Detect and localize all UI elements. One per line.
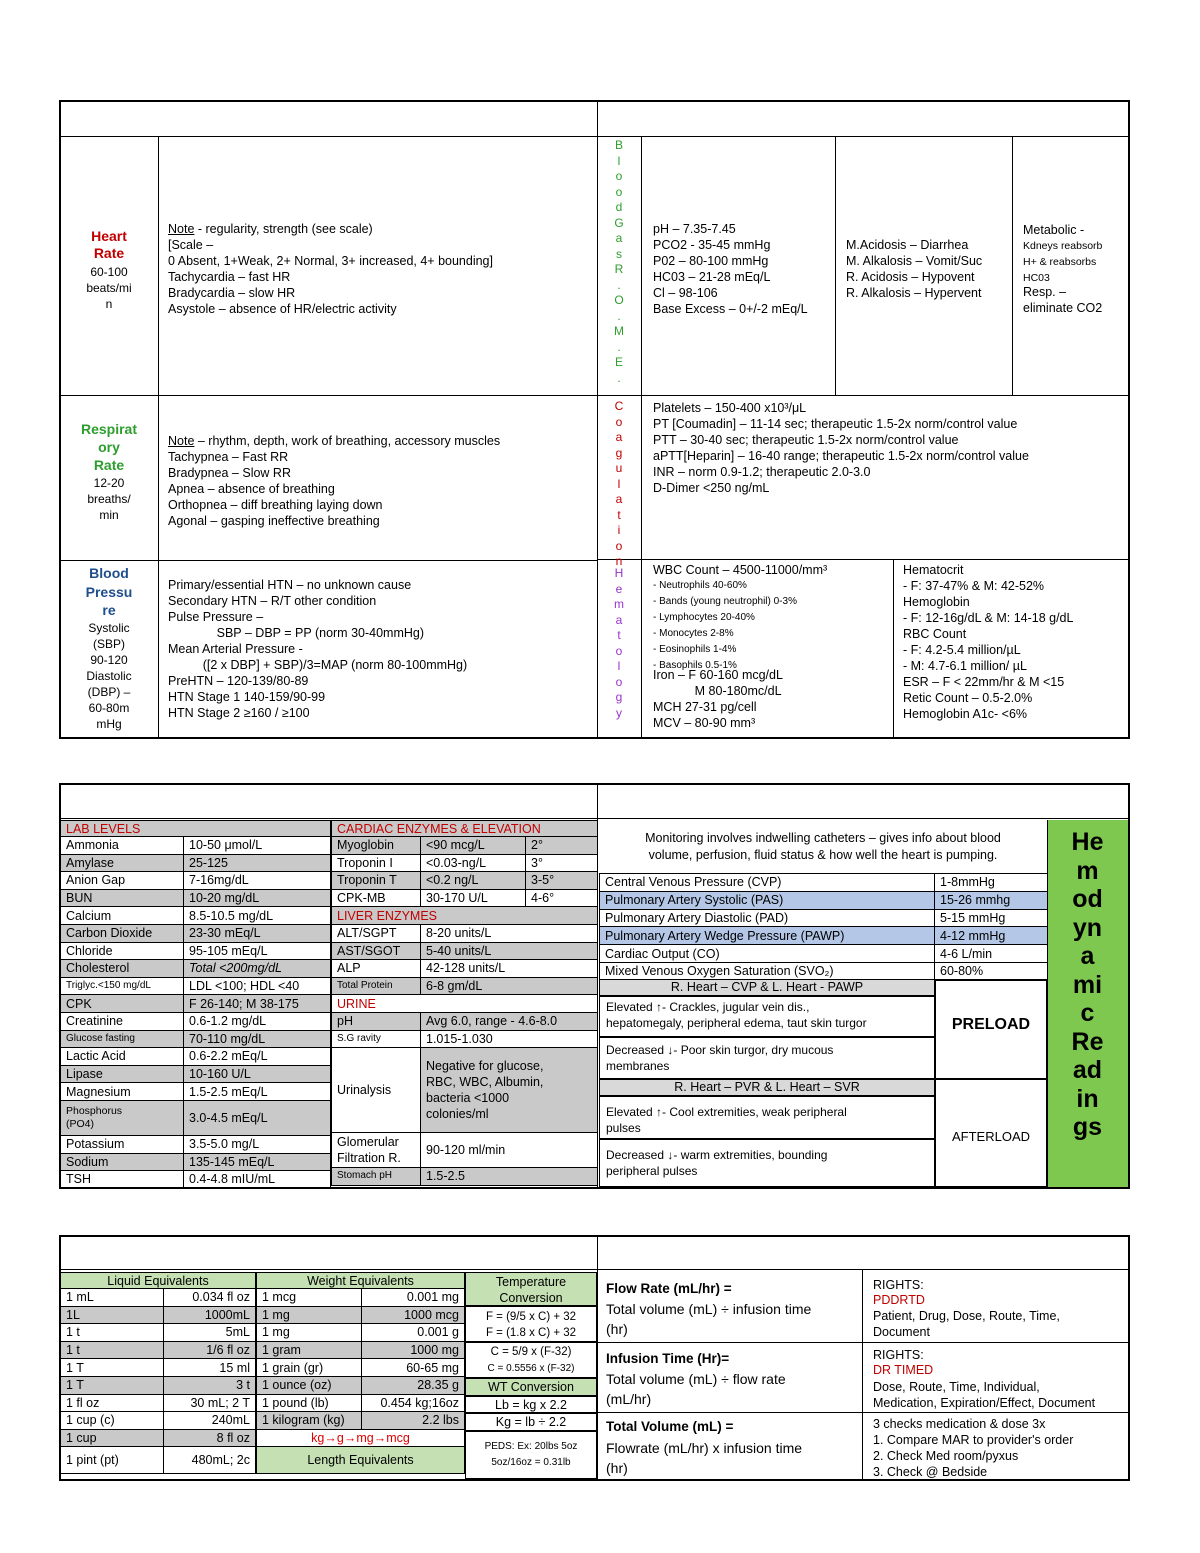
table-row [257,1412,465,1430]
table-row [332,960,598,978]
cardiac-enzyme-value: 30-170 U/L [421,889,526,907]
temperature-header: Temperature Conversion [495,1275,567,1305]
liquid-equivalent: 15 ml [164,1359,256,1377]
hemodynamic-value: 4-12 mmHg [935,927,1048,945]
rights-2-label: RIGHTS: [873,1348,924,1362]
lab-name: Chloride [61,942,184,960]
afterload-decreased: Decreased ↓- warm extremities, bounding peripheral pulses [606,1148,828,1178]
table-row [332,977,598,995]
weight-equivalents-table [256,1272,465,1474]
lab-value: 135-145 mEq/L [184,1153,331,1171]
liver-enzyme-name: ALT/SGPT [332,924,421,942]
preload-header: R. Heart – CVP & L. Heart - PAWP [599,979,935,996]
table-row [257,1447,465,1474]
infusion-time-title: Infusion Time (Hr)= [606,1351,730,1366]
liquid-header: Liquid Equivalents [61,1273,256,1289]
table-row [257,1376,465,1394]
table-row [332,1168,598,1186]
lab-name: Carbon Dioxide [61,924,184,942]
table-row [257,1359,465,1377]
table-row [600,891,1048,909]
table-row [61,889,331,907]
lab-value: 1.5-2.5 mEq/L [184,1083,331,1101]
lab-name: Cholesterol [61,960,184,978]
table-row [257,1341,465,1359]
hemodynamic-value: 60-80% [935,962,1048,980]
flow-rate-title: Flow Rate (mL/hr) = [606,1281,732,1296]
lab-name: Creatinine [61,1012,184,1030]
hemodynamic-value: 1-8mmHg [935,874,1048,892]
weight-unit: 1 grain (gr) [257,1359,362,1377]
lab-value: 8.5-10.5 mg/dL [184,907,331,925]
table-row [61,837,331,855]
hemodynamic-value: 4-6 L/min [935,945,1048,963]
weight-unit: 1 ounce (oz) [257,1376,362,1394]
liquid-equivalent: 480mL; 2c [164,1447,256,1474]
stomach-ph-label: Stomach pH [332,1168,421,1186]
weight-equivalent: 0.454 kg;16oz [362,1394,465,1412]
weight-equivalent: 1000 mg [362,1341,465,1359]
table-row [61,1153,331,1171]
hemodynamic-readings-title: He m od yn a mi c Re ad in gs [1071,828,1104,1141]
table-row [61,1306,256,1324]
urine-header: URINE [332,995,598,1013]
rights-1-acronym: PDDRTD [873,1293,925,1307]
table-row [257,1306,465,1324]
table-row [61,1376,256,1394]
table-row [600,927,1048,945]
liver-enzyme-name: ALP [332,960,421,978]
gfr-value: 90-120 ml/min [421,1133,598,1168]
urine-test-name: pH [332,1012,421,1030]
rights-1-list: Patient, Drug, Dose, Route, Time, Document [873,1309,1060,1339]
urinalysis-label: Urinalysis [332,1048,421,1133]
heart-rate-range: 60-100 beats/mi n [86,265,132,311]
urinalysis-value: Negative for glucose, RBC, WBC, Albumin, bacteria <1000 colonies/ml [421,1048,598,1133]
lab-name: Amylase [61,854,184,872]
lab-value: 10-160 U/L [184,1065,331,1083]
weight-equivalent: 2.2 lbs [362,1412,465,1430]
urine-test-value: Avg 6.0, range - 4.6-8.0 [421,1012,598,1030]
wt-conversion-header: WT Conversion [488,1380,574,1394]
hemodynamic-parameter: Mixed Venous Oxygen Saturation (SVO₂) [600,962,935,980]
lab-name: Ammonia [61,837,184,855]
rights-1-label: RIGHTS: [873,1278,924,1292]
liquid-equivalent: 1/6 fl oz [164,1341,256,1359]
weight-equivalent: 0.001 mg [362,1289,465,1307]
lab-name: Glucose fasting [61,1030,184,1048]
table-row [61,907,331,925]
lab-value: 25-125 [184,854,331,872]
liquid-unit: 1 fl oz [61,1394,164,1412]
table-row [332,995,598,1013]
liquid-unit: 1 T [61,1376,164,1394]
weight-unit: 1 pound (lb) [257,1394,362,1412]
cardiac-enzymes-header: CARDIAC ENZYMES & ELEVATION [332,821,598,837]
weight-unit: 1 mcg [257,1289,362,1307]
respiratory-rate-title: Respirat ory Rate [80,421,138,473]
lab-name: Sodium [61,1153,184,1171]
table-row [332,1012,598,1030]
table-row [332,889,598,907]
weight-unit: 1 mg [257,1306,362,1324]
abg-compensation-top: Metabolic - [1023,223,1085,237]
cardiac-enzyme-elevation: 4-6° [526,889,598,907]
peds-example: PEDS: Ex: 20lbs 5oz 5oz/16oz = 0.31lb [484,1441,578,1468]
wbc-differential: - Neutrophils 40-60% - Bands (young neutrophil) 0-3% - Lymphocytes 20-40% - Monocytes 2-8% - Eosinophils 1-4% - Basophils 0.5-1% [653,580,797,671]
lab-name: TSH [61,1171,184,1189]
table-row [61,1048,331,1066]
table-row [61,942,331,960]
lab-value: 0.4-4.8 mIU/mL [184,1171,331,1189]
cardiac-liver-urine-table [331,820,598,1186]
table-row [61,1429,256,1447]
table-row [332,907,598,925]
table-row [61,960,331,978]
liquid-unit: 1 T [61,1359,164,1377]
afterload-header: R. Heart – PVR & L. Heart – SVR [599,1079,935,1096]
hemodynamic-parameter: Cardiac Output (CO) [600,945,935,963]
liquid-unit: 1 t [61,1324,164,1342]
lab-name: Phosphorus (PO4) [61,1100,184,1135]
lab-value: 0.6-2.2 mEq/L [184,1048,331,1066]
total-volume-formula: Flowrate (mL/hr) x infusion time (hr) [606,1440,803,1476]
temp-fahrenheit: F = (9/5 x C) + 32 F = (1.8 x C) + 32 [485,1311,577,1339]
liquid-unit: 1 cup [61,1429,164,1447]
hemodynamic-parameter: Central Venous Pressure (CVP) [600,874,935,892]
table-row [61,1171,331,1189]
stomach-ph-value: 1.5-2.5 [421,1168,598,1186]
liquid-unit: 1L [61,1306,164,1324]
table-row [61,1359,256,1377]
lab-value: 7-16mg/dL [184,872,331,890]
lab-value: 3.0-4.5 mEq/L [184,1100,331,1135]
lab-name: Anion Gap [61,872,184,890]
urine-test-name: S.G ravity [332,1030,421,1048]
temp-celsius-1: C = 5/9 x (F-32) [490,1346,572,1358]
lab-name: Lactic Acid [61,1048,184,1066]
table-row [61,1341,256,1359]
liquid-unit: 1 cup (c) [61,1412,164,1430]
wbc-count: WBC Count – 4500-11000/mm³ [653,563,828,577]
preload-decreased: Decreased ↓- Poor skin turgor, dry mucous membranes [606,1043,834,1073]
lab-name: CPK [61,995,184,1013]
table-row [61,1412,256,1430]
hemodynamic-value: 15-26 mmhg [935,891,1048,909]
lab-value: 70-110 mg/dL [184,1030,331,1048]
heart-rate-notes: Note - regularity, strength (see scale) [Scale – 0 Absent, 1+Weak, 2+ Normal, 3+ increased, 4+ bounding] Tachycardia – fast HR Bradycardia – slow HR Asystole – absence of HR/electric activity [168,222,493,316]
length-header: Length Equivalents [257,1447,465,1474]
rights-2-acronym: DR TIMED [873,1363,934,1377]
table-row [332,1030,598,1048]
table-row [61,1065,331,1083]
hemodynamic-parameter: Pulmonary Artery Diastolic (PAD) [600,909,935,927]
lab-value: 0.6-1.2 mg/dL [184,1012,331,1030]
lab-value: Total <200mg/dL [184,960,331,978]
liquid-equivalent: 3 t [164,1376,256,1394]
afterload-label: AFTERLOAD [951,1129,1030,1144]
table-row [332,1048,598,1133]
lab-value: LDL <100; HDL <40 [184,977,331,995]
liquid-equivalent: 0.034 fl oz [164,1289,256,1307]
cardiac-enzyme-name: CPK-MB [332,889,421,907]
blood-pressure-title: Blood Pressu re [85,565,133,618]
table-row [600,962,1048,980]
table-row [61,1289,256,1307]
liver-enzyme-value: 8-20 units/L [421,924,598,942]
coagulation-side-label: C o a g u l a t i o n [614,399,624,568]
temp-celsius-2: C = 0.5556 x (F-32) [487,1363,575,1374]
table-row [332,942,598,960]
abg-rome: M.Acidosis – Diarrhea M. Alkalosis – Vomit/Suc R. Acidosis – Hypovent R. Alkalosis – Hypervent [846,238,983,300]
preload-label: PRELOAD [951,1016,1031,1033]
table-row [61,1324,256,1342]
table-row [600,945,1048,963]
table-row [600,874,1048,892]
liver-enzyme-value: 42-128 units/L [421,960,598,978]
table-row [61,1100,331,1135]
table-row [332,837,598,855]
table-row [61,995,331,1013]
afterload-elevated: Elevated ↑- Cool extremities, weak peripheral pulses [606,1105,847,1135]
liver-enzyme-name: AST/SGOT [332,942,421,960]
abg-compensation-resp: Resp. – eliminate CO2 [1023,285,1103,315]
cardiac-enzyme-value: <90 mcg/L [421,837,526,855]
hematology-side-label: H e m a t o l o g y [614,566,624,720]
lab-levels-table [60,820,331,1189]
table-row [61,1394,256,1412]
table-row [332,872,598,890]
liquid-unit: 1 t [61,1341,164,1359]
cardiac-enzyme-name: Myoglobin [332,837,421,855]
lb-formula: Lb = kg x 2.2 [495,1398,567,1412]
lab-name: Potassium [61,1135,184,1153]
iron-values: Iron – F 60-160 mcg/dL M 80-180mc/dL MCH 27-31 pg/cell MCV – 80-90 mm³ [653,668,783,730]
table-row [61,924,331,942]
liver-enzyme-value: 6-8 gm/dL [421,977,598,995]
urine-test-value: 1.015-1.030 [421,1030,598,1048]
hemodynamic-parameter: Pulmonary Artery Wedge Pressure (PAWP) [600,927,935,945]
liquid-equivalent: 1000mL [164,1306,256,1324]
cardiac-enzyme-name: Troponin I [332,854,421,872]
rights-2-list: Dose, Route, Time, Individual, Medication, Expiration/Effect, Document [873,1380,1096,1410]
weight-header: Weight Equivalents [257,1273,465,1289]
preload-elevated: Elevated ↑- Crackles, jugular vein dis., hepatomegaly, peripheral edema, taut skin turgor [606,1000,867,1030]
liquid-equivalent: 240mL [164,1412,256,1430]
respiratory-rate-range: 12-20 breaths/ min [87,476,131,522]
abg-values: pH – 7.35-7.45 PCO2 - 35-45 mmHg P02 – 80-100 mmHg HC03 – 21-28 mEq/L Cl – 98-106 Base Excess – 0+/-2 mEq/L [653,222,808,316]
hemodynamic-value: 5-15 mmHg [935,909,1048,927]
table-row [61,1135,331,1153]
lab-levels-header: LAB LEVELS [61,821,331,837]
cardiac-enzyme-value: <0.2 ng/L [421,872,526,890]
liver-enzymes-header: LIVER ENZYMES [332,907,598,925]
lab-value: 3.5-5.0 mg/L [184,1135,331,1153]
kg-formula: Kg = lb ÷ 2.2 [495,1415,567,1429]
cardiac-enzyme-elevation: 2° [526,837,598,855]
table-row [257,1289,465,1307]
lab-value: 10-50 μmol/L [184,837,331,855]
table-row [257,1324,465,1342]
hemodynamic-intro: Monitoring involves indwelling catheters – gives info about blood volume, perfusion, fluid status & how well the heart is pumping. [645,831,1001,862]
blood-pressure-notes: Primary/essential HTN – no unknown cause Secondary HTN – R/T other condition Pulse Pressure – SBP – DBP = PP (norm 30-40mmHg) Mean Arterial Pressure - ([2 x DBP] + SBP)/3=MAP (norm 80-100mmHg) PreHTN – 120-139/80-89 HTN Stage 1 140-159/90-99 HTN Stage 2 ≥160 / ≥100 [168,578,468,720]
abg-side-label: B l o o d G a s R . O . M . E . [614,138,624,385]
table-row [61,872,331,890]
table-row [61,854,331,872]
total-volume-title: Total Volume (mL) = [606,1419,734,1434]
blood-pressure-range: Systolic (SBP) 90-120 Diastolic (DBP) – 60-80m mHg [86,621,132,731]
weight-unit: 1 mg [257,1324,362,1342]
gfr-label: Glomerular Filtration R. [332,1133,421,1168]
table-row [61,1030,331,1048]
table-row [332,854,598,872]
weight-equivalent: 60-65 mg [362,1359,465,1377]
table-row [61,977,331,995]
heart-rate-title: Heart Rate [91,228,127,261]
table-row [61,1012,331,1030]
hemodynamic-table [599,873,1048,981]
unit-chain: kg→g→mg→mcg [257,1429,465,1447]
lab-name: Calcium [61,907,184,925]
cardiac-enzyme-elevation: 3° [526,854,598,872]
liquid-unit: 1 pint (pt) [61,1447,164,1474]
coagulation-values: Platelets – 150-400 x10³/μL PT [Coumadin] – 11-14 sec; therapeutic 1.5-2x norm/control value PTT – 30-40 sec; therapeutic 1.5-2x norm/control value aPTT[Heparin] – 16-40 range; therapeutic 1.5-2x norm/control value INR – norm 0.9-1.2; therapeutic 2.0-3.0 D-Dimer <250 ng/mL [653,401,1029,495]
table-row [600,909,1048,927]
liquid-equivalent: 30 mL; 2 T [164,1394,256,1412]
abg-compensation-detail: Kdneys reabsorb H+ & reabsorbs HC03 [1023,240,1103,284]
liver-enzyme-name: Total Protein [332,977,421,995]
weight-equivalent: 1000 mcg [362,1306,465,1324]
liquid-equivalents-table [60,1272,256,1474]
table-row [61,1447,256,1474]
lab-value: F 26-140; M 38-175 [184,995,331,1013]
lab-name: Lipase [61,1065,184,1083]
cardiac-enzyme-name: Troponin T [332,872,421,890]
lab-value: 95-105 mEq/L [184,942,331,960]
table-row [61,1083,331,1101]
liquid-unit: 1 mL [61,1289,164,1307]
weight-equivalent: 0.001 g [362,1324,465,1342]
liquid-equivalent: 8 fl oz [164,1429,256,1447]
weight-equivalent: 28.35 g [362,1376,465,1394]
infusion-time-formula: Total volume (mL) ÷ flow rate (mL/hr) [606,1371,786,1407]
cardiac-enzyme-value: <0.03-ng/L [421,854,526,872]
hemodynamic-parameter: Pulmonary Artery Systolic (PAS) [600,891,935,909]
three-checks: 3 checks medication & dose 3x 1. Compare MAR to provider's order 2. Check Med room/pyxus 3. Check @ Bedside [873,1417,1074,1479]
table-row [332,1133,598,1168]
liver-enzyme-value: 5-40 units/L [421,942,598,960]
respiratory-rate-notes: Note – rhythm, depth, work of breathing, accessory muscles Tachypnea – Fast RR Bradypnea – Slow RR Apnea – absence of breathing Orthopnea – diff breathing laying down Agonal – gasping ineffective breathing [168,434,501,528]
liquid-equivalent: 5mL [164,1324,256,1342]
table-row [257,1394,465,1412]
lab-name: Triglyc.<150 mg/dL [61,977,184,995]
flow-rate-formula: Total volume (mL) ÷ infusion time (hr) [606,1301,812,1337]
table-row [332,924,598,942]
table-row [257,1429,465,1447]
hematology-right-values: Hematocrit - F: 37-47% & M: 42-52% Hemoglobin - F: 12-16g/dL & M: 14-18 g/dL RBC Count - F: 4.2-5.4 million/µL - M: 4.7-6.1 million/ µL ESR – F < 22mm/hr & M <15 Retic Count – 0.5-2.0% Hemoglobin A1c- <6% [903,563,1074,721]
lab-name: BUN [61,889,184,907]
lab-name: Magnesium [61,1083,184,1101]
lab-value: 23-30 mEq/L [184,924,331,942]
weight-unit: 1 gram [257,1341,362,1359]
lab-value: 10-20 mg/dL [184,889,331,907]
cardiac-enzyme-elevation: 3-5° [526,872,598,890]
weight-unit: 1 kilogram (kg) [257,1412,362,1430]
